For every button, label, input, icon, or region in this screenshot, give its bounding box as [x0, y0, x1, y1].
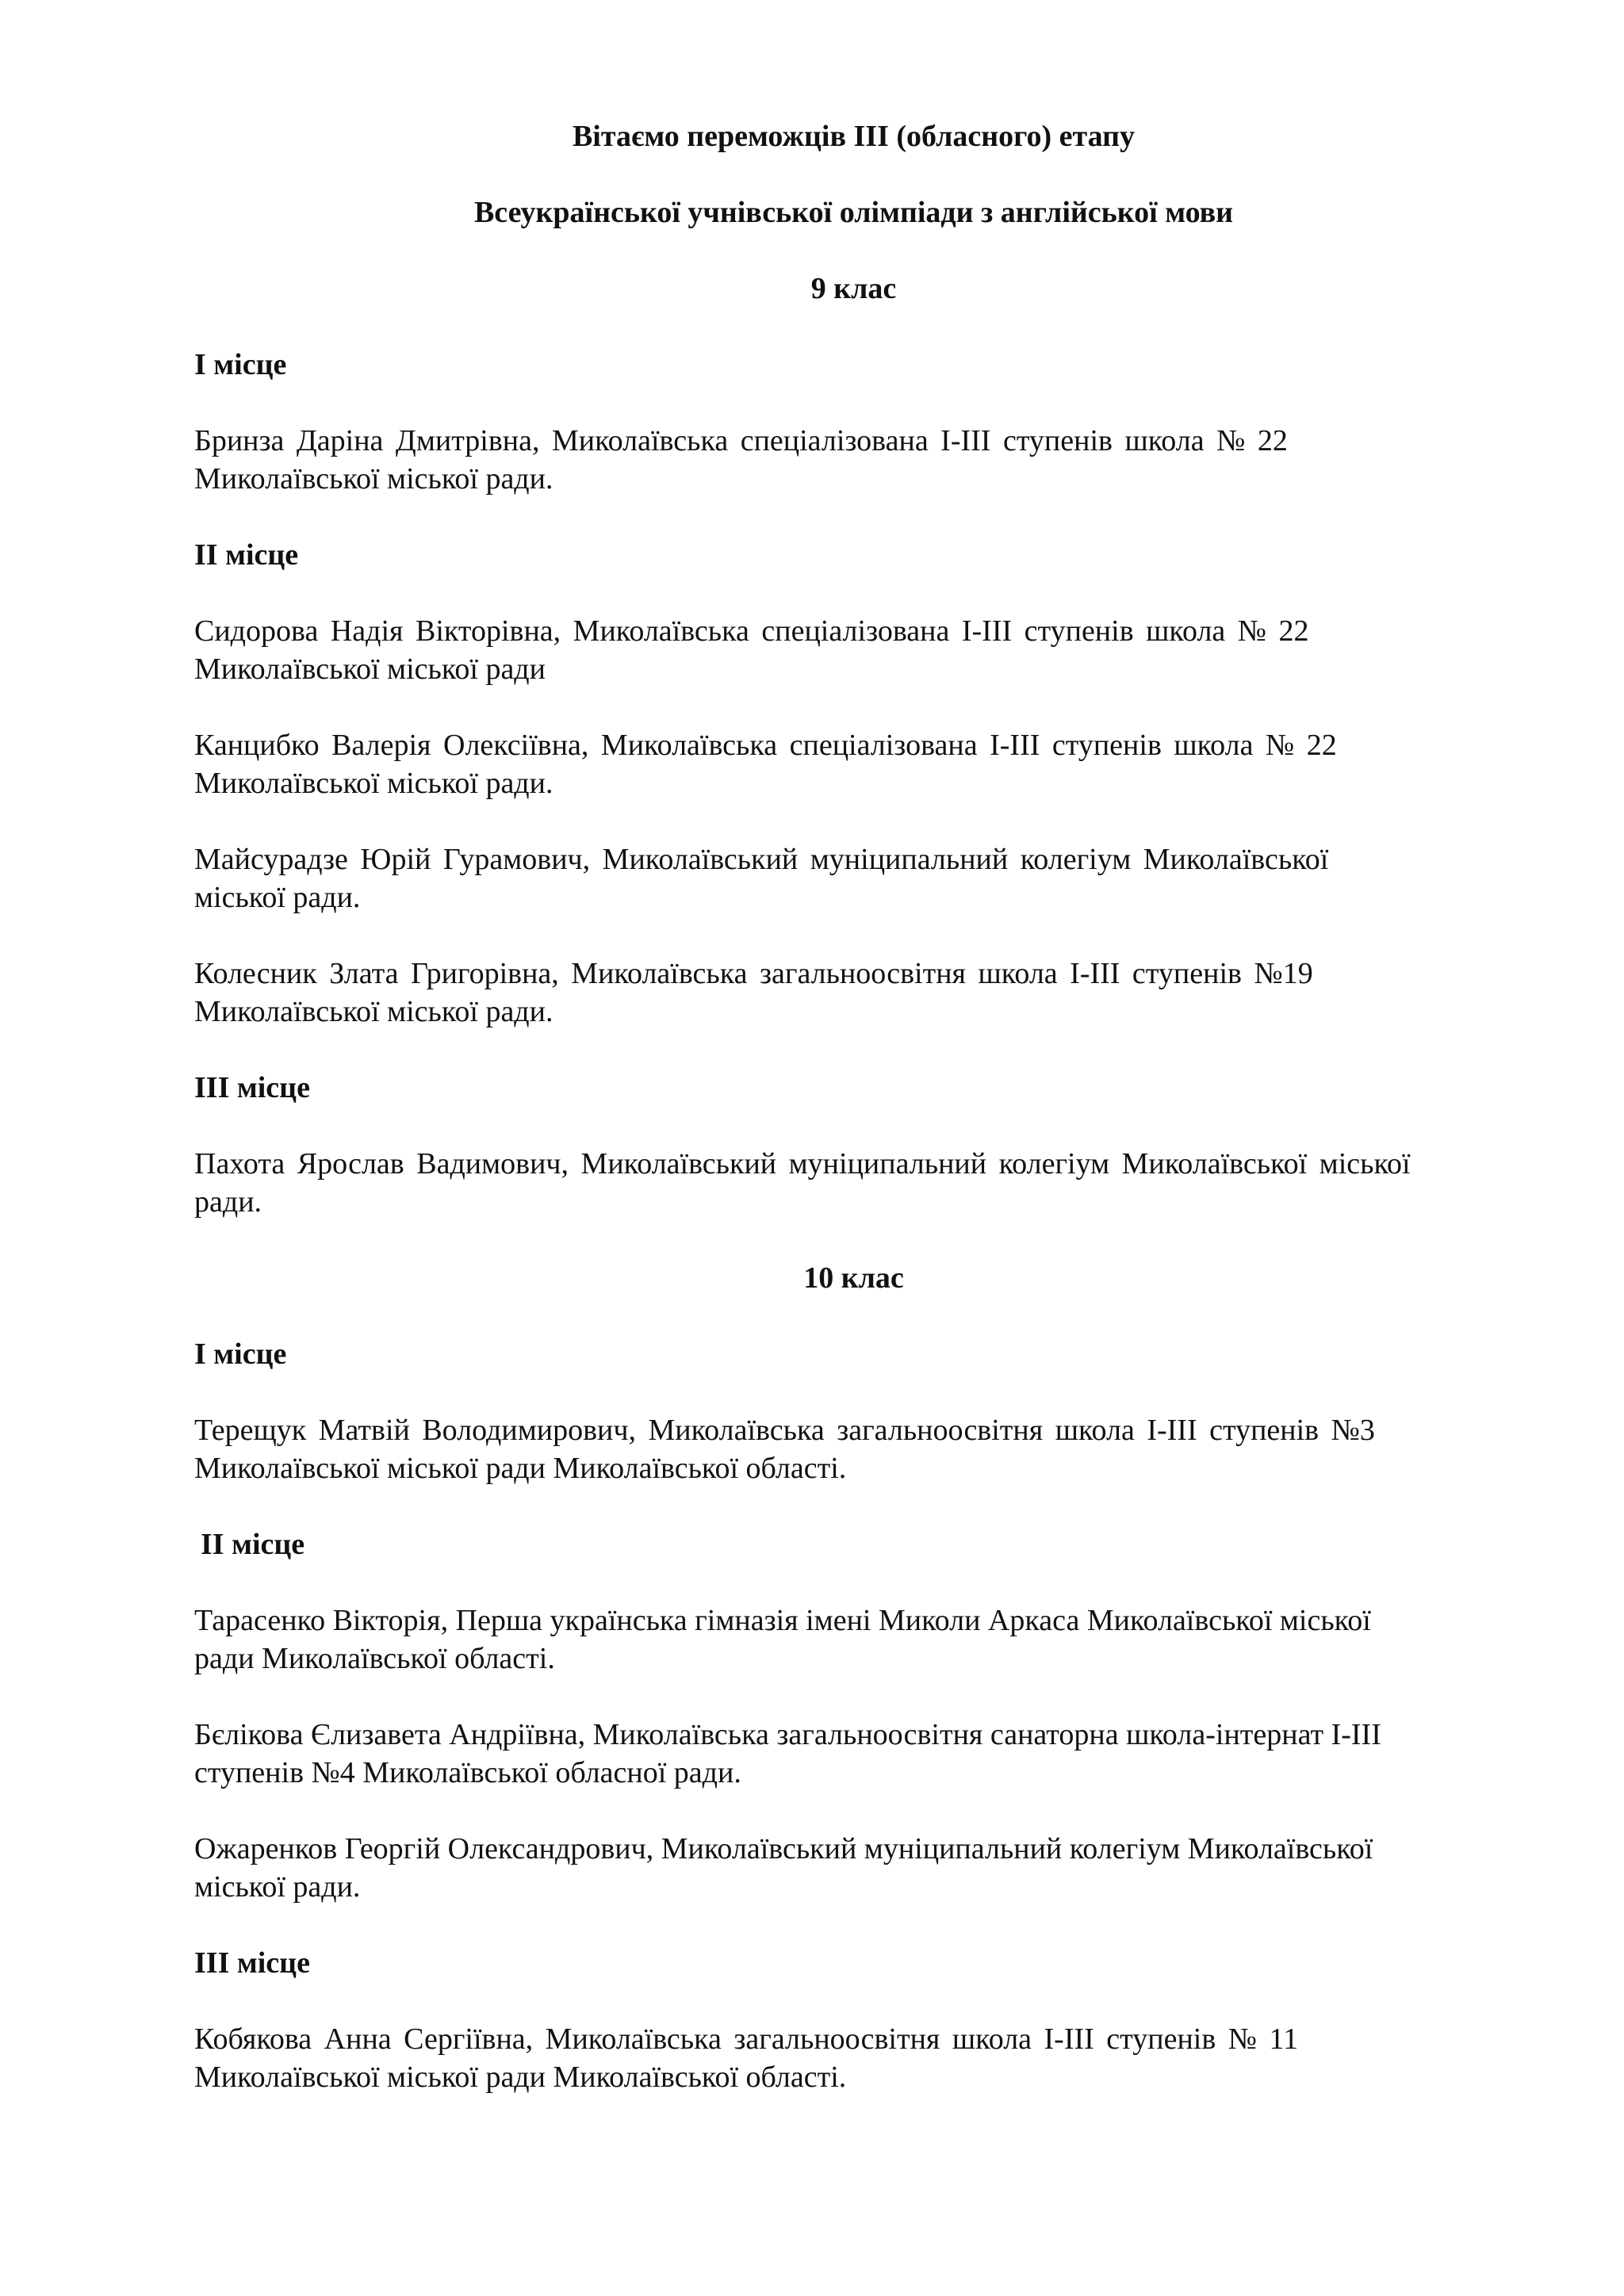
winner-entry-line: Миколаївської міської ради Миколаївської області. — [194, 2061, 847, 2094]
winner-entry-line: ради. — [194, 1185, 262, 1219]
winner-entry — [194, 1411, 1481, 1487]
winner-entry-line: Миколаївської міської ради. — [194, 767, 553, 800]
grade-9-heading: 9 клас — [810, 272, 897, 305]
grade-10-place-3-heading: ІІІ місце — [194, 1946, 310, 1980]
winner-entry-line: Миколаївської міської ради Миколаївської області. — [194, 1452, 847, 1485]
winner-entry — [194, 1830, 1481, 1906]
winner-entry-line: Ожаренков Георгій Олександрович, Миколаївський муніципальний колегіум Миколаївської — [194, 1832, 1373, 1866]
grade-10-place-2-heading: ІІ місце — [201, 1528, 305, 1561]
grade-9-place-2-heading: ІІ місце — [194, 538, 299, 572]
winner-entry — [194, 1716, 1481, 1792]
winner-entry-line: ради Миколаївської області. — [194, 1642, 555, 1675]
winner-entry — [194, 1145, 1481, 1221]
winner-entry — [194, 422, 1481, 498]
winner-entry — [194, 955, 1481, 1031]
winner-entry — [194, 2020, 1481, 2096]
winner-entry — [194, 1601, 1481, 1678]
winner-entry-line: міської ради. — [194, 1870, 361, 1904]
winner-entry-line: Канцибко Валерія Олексіївна, Миколаївська спеціалізована І-ІІІ ступенів школа № 22 — [194, 729, 1337, 762]
winner-entry-line: міської ради. — [194, 881, 361, 914]
winner-entry-line: Миколаївської міської ради. — [194, 995, 553, 1028]
grade-9-place-3-heading: ІІІ місце — [194, 1071, 310, 1104]
winner-entry-line: Миколаївської міської ради. — [194, 462, 553, 496]
winner-entry — [194, 726, 1481, 802]
winner-entry-line: Миколаївської міської ради — [194, 652, 546, 686]
grade-9-place-1-heading: І місце — [194, 348, 287, 381]
grade-10-heading: 10 клас — [803, 1261, 904, 1295]
winner-entry-line: Сидорова Надія Вікторівна, Миколаївська спеціалізована І-ІІІ ступенів школа № 22 — [194, 614, 1309, 648]
winner-entry-line: Пахота Ярослав Вадимович, Миколаївський муніципальний колегіум Миколаївської міської — [194, 1147, 1411, 1181]
grade-10-place-1-heading: І місце — [194, 1337, 287, 1371]
winner-entry-line: Кобякова Анна Сергіївна, Миколаївська загальноосвітня школа І-ІІІ ступенів № 11 — [194, 2022, 1299, 2056]
winner-entry — [194, 840, 1481, 916]
winner-entry-line: Терещук Матвій Володимирович, Миколаївська загальноосвітня школа І-ІІІ ступенів №3 — [194, 1414, 1375, 1447]
winner-entry-line: Тарасенко Вікторія, Перша українська гімназія імені Миколи Аркаса Миколаївської міської — [194, 1604, 1371, 1637]
winner-entry-line: Колесник Злата Григорівна, Миколаївська загальноосвітня школа І-ІІІ ступенів №19 — [194, 957, 1313, 990]
winner-entry-line: Бєлікова Єлизавета Андріївна, Миколаївська загальноосвітня санаторна школа-інтернат І-ІІІ — [194, 1718, 1381, 1751]
title-line-2: Всеукраїнської учнівської олімпіади з англійської мови — [473, 196, 1234, 229]
winner-entry — [194, 612, 1481, 688]
winner-entry-line: ступенів №4 Миколаївської обласної ради. — [194, 1756, 741, 1789]
winner-entry-line: Майсурадзе Юрій Гурамович, Миколаївський муніципальний колегіум Миколаївської — [194, 843, 1329, 876]
title-line-1: Вітаємо переможців ІІІ (обласного) етапу — [572, 120, 1136, 153]
winner-entry-line: Бринза Даріна Дмитрівна, Миколаївська спеціалізована І-ІІІ ступенів школа № 22 — [194, 424, 1288, 457]
